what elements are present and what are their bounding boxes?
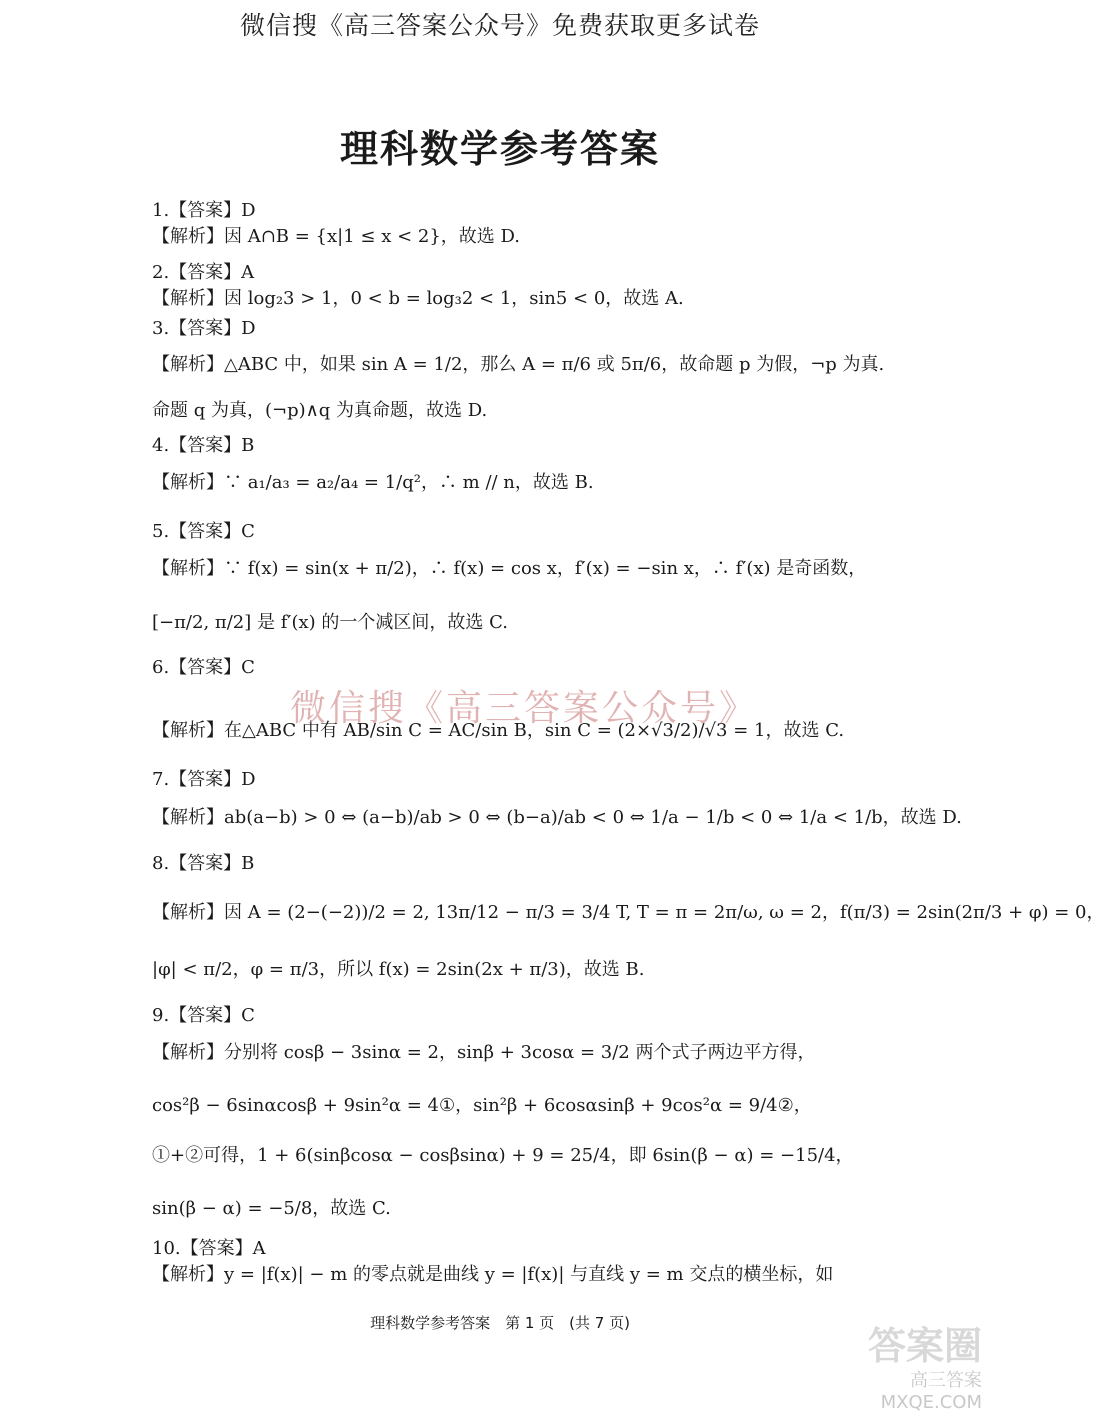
analysis-line: 【解析】y = |f(x)| − m 的零点就是曲线 y = |f(x)| 与直线 y = m 交点的横坐标，如 [152,1264,834,1285]
top-banner: 微信搜《高三答案公众号》免费获取更多试卷 [239,11,760,40]
answer-line: 3.【答案】D [152,318,256,339]
analysis-line: 【解析】在△ABC 中有 AB/sin C = AC/sin B，sin C = (2×√3/2)/√3 = 1，故选 C. [152,720,845,741]
analysis-line: |φ| < π/2，φ = π/3，所以 f(x) = 2sin(2x + π/3)，故选 B. [152,959,645,980]
analysis-line: 【解析】∵ f(x) = sin(x + π/2)，∴ f(x) = cos x，f′(x) = −sin x，∴ f′(x) 是奇函数， [152,558,867,579]
answer-line: 6.【答案】C [152,657,255,678]
answer-line: 9.【答案】C [152,1005,255,1026]
answer-line: 1.【答案】D [152,200,256,221]
answer-line: 8.【答案】B [152,853,255,874]
analysis-line: sin(β − α) = −5/8，故选 C. [152,1198,391,1219]
analysis-line: ①+②可得，1 + 6(sinβcosα − cosβsinα) + 9 = 25/4，即 6sin(β − α) = −15/4， [152,1145,854,1166]
analysis-line: 【解析】△ABC 中，如果 sin A = 1/2，那么 A = π/6 或 5π/6，故命题 p 为假，¬p 为真. [152,354,885,375]
answer-line: 2.【答案】A [152,262,255,283]
page-title: 理科数学参考答案 [339,127,660,171]
logo-domain: MXQE.COM [880,1392,982,1413]
answer-line: 4.【答案】B [152,435,255,456]
logo-subtitle: 高三答案 [910,1370,982,1391]
analysis-line: cos²β − 6sinαcosβ + 9sin²α = 4①，sin²β + 6cosαsinβ + 9cos²α = 9/4②， [152,1095,812,1116]
page-footer: 理科数学参考答案 第 1 页 (共 7 页) [370,1314,630,1332]
corner-logo [812,1324,982,1413]
watermark-text: 微信搜《高三答案公众号》 [290,688,759,729]
analysis-line: 【解析】分别将 cosβ − 3sinα = 2，sinβ + 3cosα = 3/2 两个式子两边平方得， [152,1042,816,1063]
answer-line: 10.【答案】A [152,1238,266,1259]
analysis-line: 【解析】因 A = (2−(−2))/2 = 2, 13π/12 − π/3 = 3/4 T, T = π = 2π/ω, ω = 2，f(π/3) = 2sin(2π/3 + φ) = 0， [152,902,1105,923]
logo-title: 答案圈 [867,1324,982,1368]
analysis-line: 命题 q 为真，(¬p)∧q 为真命题，故选 D. [152,400,488,421]
analysis-line: [−π/2, π/2] 是 f′(x) 的一个减区间，故选 C. [152,612,508,633]
analysis-line: 【解析】因 A∩B = {x|1 ≤ x < 2}，故选 D. [152,226,521,247]
analysis-line: 【解析】ab(a−b) > 0 ⇔ (a−b)/ab > 0 ⇔ (b−a)/ab < 0 ⇔ 1/a − 1/b < 0 ⇔ 1/a < 1/b，故选 D. [152,807,962,828]
answer-line: 5.【答案】C [152,521,255,542]
analysis-line: 【解析】因 log₂3 > 1，0 < b = log₃2 < 1，sin5 < 0，故选 A. [152,288,684,309]
answer-line: 7.【答案】D [152,769,256,790]
analysis-line: 【解析】∵ a₁/a₃ = a₂/a₄ = 1/q²，∴ m // n，故选 B. [152,472,594,493]
